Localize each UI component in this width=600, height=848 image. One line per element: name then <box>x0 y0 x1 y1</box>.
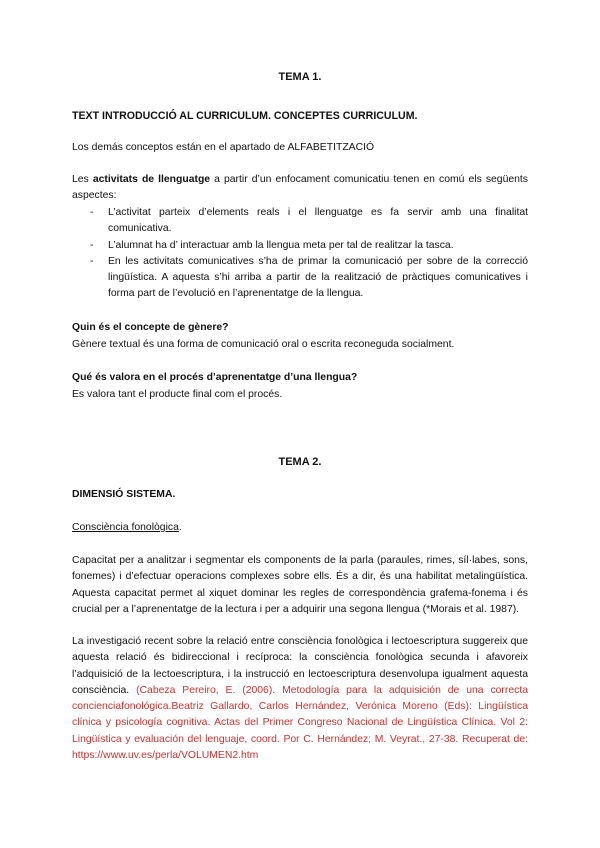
tema2-title: TEMA 2. <box>278 456 322 468</box>
tema1-bullet-list <box>72 205 528 303</box>
intro-bold-term: activitats de llenguatge <box>92 174 211 185</box>
question-valora: Qué és valora en el procés d’aprenentatge d’una llengua? <box>72 372 358 383</box>
paragraph-research <box>72 634 528 764</box>
section-heading-text: Consciència fonològica <box>72 522 179 533</box>
tema1-intro <box>72 172 528 205</box>
dash-marker: - <box>90 239 94 251</box>
tema1-note: Los demás conceptos están en el apartado de ALFABETITZACIÓ <box>72 142 375 153</box>
citation-text: (Cabeza Pereiro, E. (2006). Metodología para la adquisición de una correcta concienciafonológica.Beatriz Gallardo, Carlos Hernández, Verónica Moreno (Eds): Lingüística clínica y psicología cognitiva. Actas del Primer Congreso Nacional de Lingüística Clínica. Vol 2: Lingüística y evaluación del lenguaje, coord. Por C. Hernández; M. Veyrat., 27-38. Recuperat de: https://www.uv.es/perla/VOLUMEN2.htm <box>72 684 528 762</box>
paragraph-research-text: La investigació recent sobre la relació entre consciència fonològica i lectoescriptura suggereix que aquesta relació és bidireccional i recíproca: la consciència fonològica secunda i afavoreix l’adquisició de la lectoescriptura, i la instrucció en lectoescriptura desenvolupa igualment aquesta consciència. <box>72 636 528 696</box>
list-item-text: L’alumnat ha d’ interactuar amb la llengua meta per tal de realitzar la tasca. <box>108 239 454 251</box>
section-heading <box>72 520 528 536</box>
tema1-title: TEMA 1. <box>278 71 322 83</box>
question-genre: Quin és el concepte de gènere? <box>72 322 229 333</box>
list-item <box>72 254 528 303</box>
answer-valora: Es valora tant el producte final com el procés. <box>72 389 283 400</box>
tema1-subtitle: TEXT INTRODUCCIÓ AL CURRICULUM. CONCEPTES CURRICULUM. <box>72 110 418 122</box>
list-item <box>72 205 528 238</box>
dash-marker: - <box>90 255 94 267</box>
intro-prefix: Les <box>72 174 93 185</box>
list-item <box>72 238 528 254</box>
answer-genre: Gènere textual és una forma de comunicació oral o escrita reconeguda socialment. <box>72 339 455 350</box>
intro-suffix: a partir d’un enfocament comunicatiu tenen en comú els següents aspectes: <box>72 174 529 202</box>
section-heading-dot: . <box>178 522 182 533</box>
dash-marker: - <box>90 207 94 218</box>
list-item-text: L’activitat parteix d’elements reals i el llenguatge es fa servir amb una finalitat comunicativa. <box>108 207 528 235</box>
list-item-text: En les activitats comunicatives s’ha de primar la comunicació per sobre de la correcció lingüística. A aquesta s’hi arriba a partir de la realització de pràctiques comunicatives i forma part de l’evolució en l’aprenentatge de la llengua. <box>108 255 528 300</box>
paragraph-definition: Capacitat per a analitzar i segmentar els components de la parla (paraules, rimes, síl·labes, sons, fonemes) i d’efectuar operacions complexes sobre ells. És a dir, és una habilitat metalingüística. Aquesta capacitat permet al xiquet dominar les regles de correspondència grafema-fonema i és crucial per a l’aprenentatge de la lectura i per a adquirir una segona llengua (*Morais et al. 1987). <box>72 555 528 615</box>
tema2-subtitle: DIMENSIÓ SISTEMA. <box>72 489 176 500</box>
